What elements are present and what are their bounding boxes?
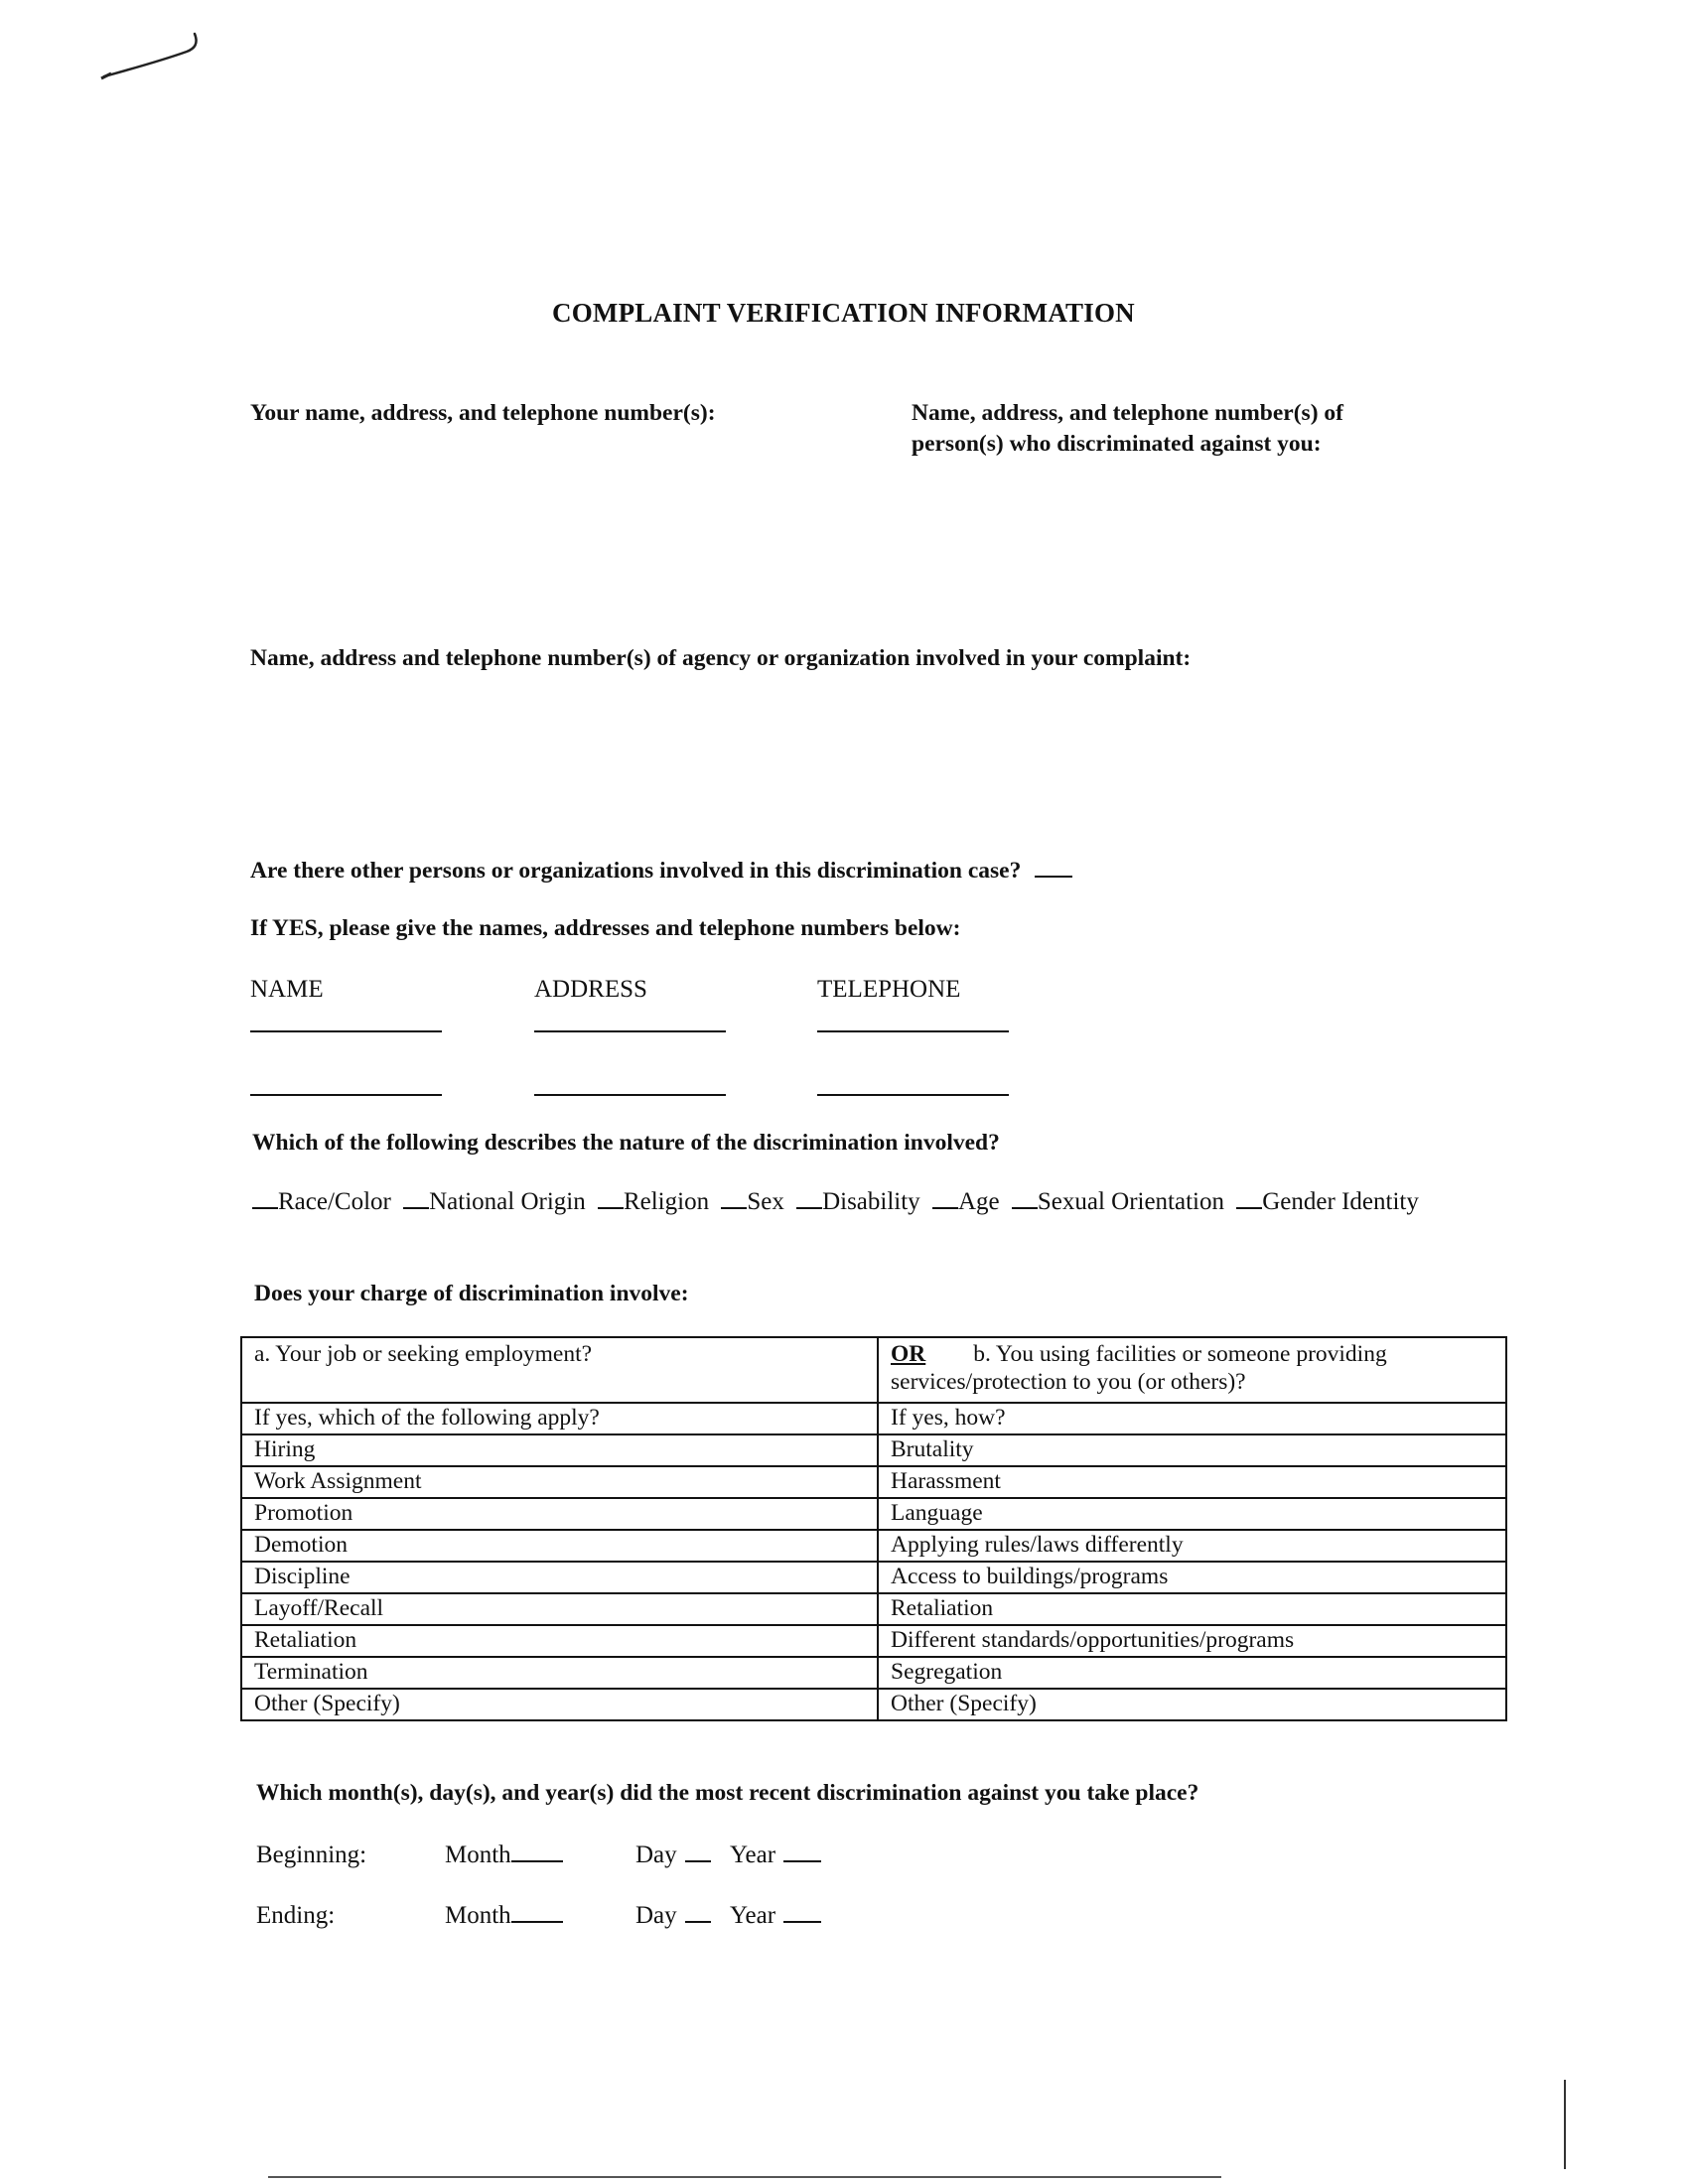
- date-row-ending-month: [445, 1902, 563, 1930]
- ending-day-blank[interactable]: [685, 1903, 711, 1923]
- table-row: [241, 1434, 1506, 1466]
- matrix-a-subheader: If yes, which of the following apply?: [241, 1403, 878, 1434]
- matrix-b-header: [878, 1337, 1506, 1403]
- ending-year-blank[interactable]: [783, 1903, 821, 1923]
- matrix-subheader-row: [241, 1403, 1506, 1434]
- year-label: Year: [730, 1902, 776, 1929]
- table-row: [241, 1530, 1506, 1562]
- matrix-a-item[interactable]: Demotion: [241, 1530, 878, 1562]
- matrix-b-item[interactable]: Other (Specify): [878, 1689, 1506, 1720]
- ending-month-blank[interactable]: [511, 1903, 563, 1923]
- matrix-b-item[interactable]: Access to buildings/programs: [878, 1562, 1506, 1593]
- contact-address-blank-1[interactable]: [534, 1030, 726, 1032]
- beginning-year-blank[interactable]: [783, 1843, 821, 1862]
- nature-checkbox-disability[interactable]: [796, 1189, 822, 1209]
- matrix-a-item[interactable]: Work Assignment: [241, 1466, 878, 1498]
- nature-option-religion: Religion: [623, 1188, 710, 1215]
- matrix-b-item[interactable]: Brutality: [878, 1434, 1506, 1466]
- date-row-ending-label: Ending:: [256, 1902, 336, 1929]
- matrix-b-item[interactable]: Language: [878, 1498, 1506, 1530]
- nature-checkbox-race[interactable]: [252, 1189, 278, 1209]
- nature-option-sex: Sex: [747, 1188, 784, 1215]
- matrix-b-header-line2: services/protection to you (or others)?: [891, 1369, 1246, 1395]
- table-row: [241, 1593, 1506, 1625]
- matrix-b-item[interactable]: Applying rules/laws differently: [878, 1530, 1506, 1562]
- matrix-b-item[interactable]: Segregation: [878, 1657, 1506, 1689]
- page-title: COMPLAINT VERIFICATION INFORMATION: [552, 298, 1135, 328]
- table-row: [241, 1562, 1506, 1593]
- discriminator-label-line2: person(s) who discriminated against you:: [912, 431, 1322, 457]
- table-row: [241, 1466, 1506, 1498]
- table-row: [241, 1498, 1506, 1530]
- nature-option-disability: Disability: [822, 1188, 920, 1215]
- if-yes-instruction: If YES, please give the names, addresses and telephone numbers below:: [250, 915, 961, 941]
- matrix-b-item[interactable]: Different standards/opportunities/programs: [878, 1625, 1506, 1657]
- beginning-month-blank[interactable]: [511, 1843, 563, 1862]
- nature-option-gender-identity: Gender Identity: [1262, 1188, 1419, 1215]
- table-row: [241, 1657, 1506, 1689]
- contact-address-blank-2[interactable]: [534, 1094, 726, 1096]
- other-persons-question: [250, 858, 1072, 885]
- matrix-a-item[interactable]: Other (Specify): [241, 1689, 878, 1720]
- matrix-b-header-line1: b. You using facilities or someone providing: [973, 1341, 1387, 1367]
- scan-bottom-rule: [268, 2176, 1221, 2178]
- contact-telephone-blank-1[interactable]: [817, 1030, 1009, 1032]
- beginning-day-blank[interactable]: [685, 1843, 711, 1862]
- date-row-ending-year: [730, 1902, 821, 1930]
- matrix-a-item[interactable]: Promotion: [241, 1498, 878, 1530]
- nature-checkbox-national-origin[interactable]: [403, 1189, 429, 1209]
- date-question: Which month(s), day(s), and year(s) did the most recent discrimination against you take place?: [256, 1780, 1199, 1806]
- charge-matrix-table: [240, 1336, 1507, 1721]
- contact-column-telephone: TELEPHONE: [817, 976, 961, 1003]
- matrix-a-header: a. Your job or seeking employment?: [241, 1337, 878, 1403]
- nature-checkbox-gender-identity[interactable]: [1236, 1189, 1262, 1209]
- nature-checkbox-sex[interactable]: [721, 1189, 747, 1209]
- nature-checkbox-sexual-orientation[interactable]: [1012, 1189, 1038, 1209]
- nature-option-race: Race/Color: [278, 1188, 391, 1215]
- contact-name-blank-2[interactable]: [250, 1094, 442, 1096]
- day-label: Day: [635, 1902, 677, 1929]
- nature-option-age: Age: [957, 1188, 1000, 1215]
- month-label: Month: [445, 1902, 511, 1929]
- nature-checkbox-religion[interactable]: [598, 1189, 624, 1209]
- matrix-a-item[interactable]: Discipline: [241, 1562, 878, 1593]
- other-persons-answer-blank[interactable]: [1035, 858, 1072, 878]
- agency-label: Name, address and telephone number(s) of agency or organization involved in your complaint:: [250, 645, 1192, 671]
- date-row-beginning-day: [635, 1842, 711, 1869]
- contact-name-blank-1[interactable]: [250, 1030, 442, 1032]
- pen-stroke-mark: [99, 22, 209, 81]
- other-persons-question-text: Are there other persons or organizations involved in this discrimination case?: [250, 858, 1022, 884]
- contact-column-name: NAME: [250, 976, 324, 1003]
- nature-checkbox-age[interactable]: [932, 1189, 958, 1209]
- nature-question: Which of the following describes the nature of the discrimination involved?: [252, 1130, 1000, 1156]
- table-row: [241, 1689, 1506, 1720]
- scan-edge-line: [1564, 2080, 1566, 2169]
- date-row-beginning-month: [445, 1842, 563, 1869]
- matrix-b-item[interactable]: Harassment: [878, 1466, 1506, 1498]
- contact-column-address: ADDRESS: [534, 976, 647, 1003]
- matrix-b-item[interactable]: Retaliation: [878, 1593, 1506, 1625]
- matrix-a-item[interactable]: Layoff/Recall: [241, 1593, 878, 1625]
- matrix-b-subheader: If yes, how?: [878, 1403, 1506, 1434]
- day-label: Day: [635, 1842, 677, 1868]
- discriminator-label-line1: Name, address, and telephone number(s) of: [912, 400, 1343, 426]
- charge-question: Does your charge of discrimination involve:: [254, 1281, 689, 1306]
- matrix-header-row: [241, 1337, 1506, 1403]
- matrix-or-label: OR: [891, 1341, 926, 1367]
- matrix-a-item[interactable]: Retaliation: [241, 1625, 878, 1657]
- matrix-a-item[interactable]: Termination: [241, 1657, 878, 1689]
- year-label: Year: [730, 1842, 776, 1868]
- date-row-beginning-year: [730, 1842, 821, 1869]
- nature-option-sexual-orientation: Sexual Orientation: [1037, 1188, 1224, 1215]
- nature-options: [252, 1188, 1419, 1216]
- date-row-ending-day: [635, 1902, 711, 1930]
- table-row: [241, 1625, 1506, 1657]
- matrix-a-item[interactable]: Hiring: [241, 1434, 878, 1466]
- contact-telephone-blank-2[interactable]: [817, 1094, 1009, 1096]
- month-label: Month: [445, 1842, 511, 1868]
- your-info-label: Your name, address, and telephone number(s):: [250, 400, 716, 426]
- date-row-beginning-label: Beginning:: [256, 1842, 367, 1868]
- nature-option-national-origin: National Origin: [429, 1188, 586, 1215]
